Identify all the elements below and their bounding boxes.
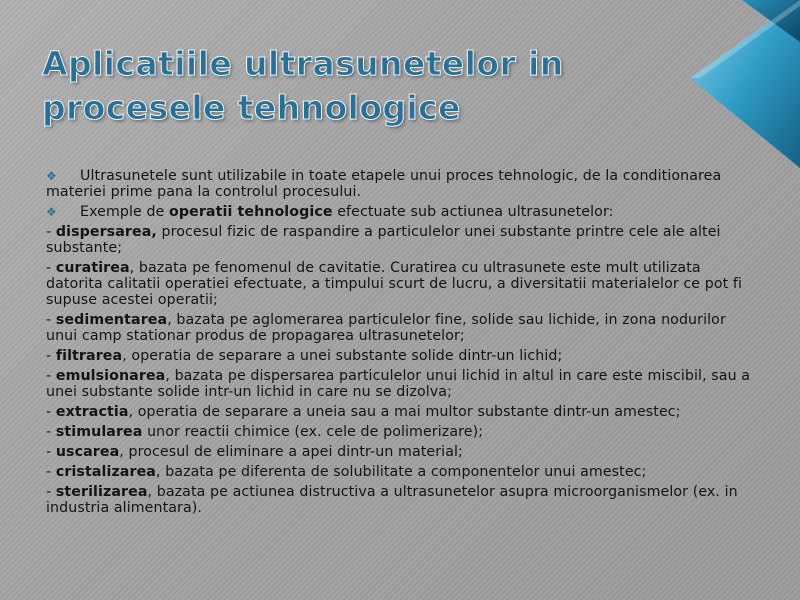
list-item	[46, 424, 754, 440]
item-dash: -	[46, 404, 56, 420]
bullet-paragraph	[46, 204, 754, 220]
item-keyword: filtrarea	[55, 348, 123, 364]
item-dash: -	[46, 464, 56, 480]
item-text: , procesul de eliminare a apei dintr-un material;	[119, 444, 463, 460]
item-keyword: extractia	[55, 404, 129, 420]
item-text: , bazata pe diferenta de solubilitate a componentelor unui amestec;	[155, 464, 647, 480]
item-dash: -	[46, 260, 56, 276]
slide-title-line-1: Aplicatiile ultrasunetelor in	[42, 44, 564, 83]
item-text: , operatia de separare a unei substante solide dintr-un lichid;	[122, 348, 563, 364]
item-text: , bazata pe dispersarea particulelor unui lichid in altul in care este miscibil, sau a unei substante solide intr-un lichid in care nu se dizolva;	[46, 368, 751, 400]
item-keyword: emulsionarea	[55, 368, 166, 384]
bullet-keyword: operatii tehnologice	[169, 204, 333, 220]
item-keyword: uscarea	[55, 444, 120, 460]
bullet-text: Ultrasunetele sunt utilizabile in toate etapele unui proces tehnologic, de la conditionarea materiei prime pana la controlul procesului.	[46, 168, 722, 200]
slide-body	[46, 168, 754, 520]
item-dash: -	[46, 224, 56, 240]
item-text: , bazata pe actiunea distructiva a ultrasunetelor asupra microorganismelor (ex. in industria alimentara).	[46, 484, 738, 516]
item-keyword: cristalizarea	[55, 464, 156, 480]
list-item	[46, 348, 754, 364]
item-text: , bazata pe fenomenul de cavitatie. Curatirea cu ultrasunete este mult utilizata datorita calitatii operatiei efectuate, a timpului scurt de lucru, a diversitatii materialelor ce pot fi supuse acestei operatii;	[46, 260, 743, 308]
item-text: procesul fizic de raspandire a particulelor unei substante printre cele ale altei substante;	[46, 224, 721, 256]
item-dash: -	[46, 424, 56, 440]
item-dash: -	[46, 312, 56, 328]
diamond-bullet-icon: ❖	[46, 205, 57, 219]
slide-title	[42, 42, 642, 130]
item-text: , bazata pe aglomerarea particulelor fine, solide sau lichide, in zona nodurilor unui camp stationar produs de propagarea ultrasunetelor;	[46, 312, 726, 344]
item-keyword: dispersarea,	[55, 224, 157, 240]
bullet-paragraph	[46, 168, 754, 200]
item-dash: -	[46, 348, 56, 364]
diamond-bullet-icon: ❖	[46, 169, 57, 183]
item-text: unor reactii chimice (ex. cele de polimerizare);	[142, 424, 484, 440]
list-item	[46, 260, 754, 308]
bullet-text: efectuate sub actiunea ultrasunetelor:	[332, 204, 614, 220]
item-dash: -	[46, 444, 56, 460]
list-item	[46, 404, 754, 420]
list-item	[46, 312, 754, 344]
item-keyword: curatirea	[55, 260, 130, 276]
item-keyword: stimularea	[55, 424, 143, 440]
item-keyword: sedimentarea	[55, 312, 168, 328]
list-item	[46, 368, 754, 400]
list-item	[46, 484, 754, 516]
list-item	[46, 444, 754, 460]
item-dash: -	[46, 484, 56, 500]
corner-decoration	[680, 0, 800, 170]
item-keyword: sterilizarea	[55, 484, 148, 500]
slide-title-line-2: procesele tehnologice	[42, 88, 461, 127]
item-text: , operatia de separare a uneia sau a mai multor substante dintr-un amestec;	[128, 404, 681, 420]
list-item	[46, 224, 754, 256]
bullet-prefix: Exemple de	[80, 204, 170, 220]
list-item	[46, 464, 754, 480]
item-dash: -	[46, 368, 56, 384]
